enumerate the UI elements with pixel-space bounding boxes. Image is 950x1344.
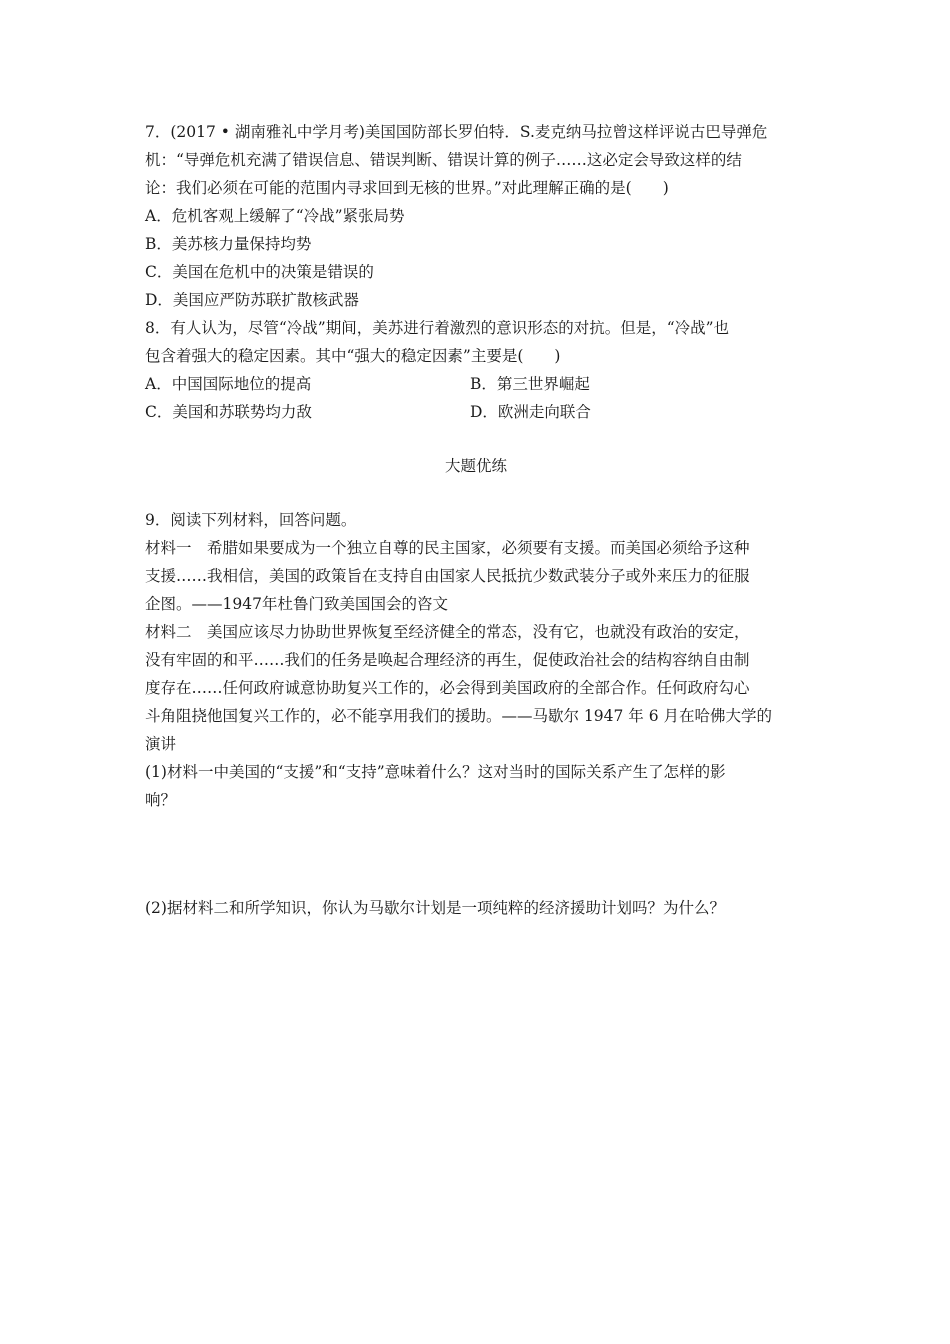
q8-option-c: C．美国和苏联势均力敌 [145, 403, 312, 421]
q8-options-row-2 [145, 398, 807, 426]
q9-material2-line-1: 材料二 美国应该尽力协助世界恢复至经济健全的常态，没有它，也就没有政治的安定， [145, 623, 750, 641]
q7-stem-line-1: 7．(2017 • 湖南雅礼中学月考)美国国防部长罗伯特．S.麦克纳马拉曾这样评说古巴导弹危 [145, 123, 768, 141]
q8-options-row-1 [145, 370, 807, 398]
q7-option-d: D．美国应严防苏联扩散核武器 [145, 291, 359, 309]
q9-material2-line-2: 没有牢固的和平……我们的任务是唤起合理经济的再生，促使政治社会的结构容纳自由制 [145, 651, 750, 669]
q8-option-a: A．中国国际地位的提高 [145, 375, 312, 393]
q9-material2-line-3: 度存在……任何政府诚意协助复兴工作的，必会得到美国政府的全部合作。任何政府勾心 [145, 679, 750, 697]
q8-option-d: D．欧洲走向联合 [470, 403, 591, 421]
q9-material1-line-1: 材料一 希腊如果要成为一个独立自尊的民主国家，必须要有支援。而美国必须给予这种 [145, 539, 750, 557]
q9-material2-line-5: 演讲 [145, 735, 177, 753]
q7-option-a: A．危机客观上缓解了“冷战”紧张局势 [145, 207, 405, 225]
section-title: 大题优练 [444, 457, 507, 475]
question-9 [145, 506, 807, 922]
q9-material1-line-3: 企图。——1947年杜鲁门致美国国会的咨文 [145, 595, 448, 613]
q7-stem-line-2: 机：“导弹危机充满了错误信息、错误判断、错误计算的例子……这必定会导致这样的结 [145, 151, 742, 169]
q7-stem-line-3: 论：我们必须在可能的范围内寻求回到无核的世界。”对此理解正确的是( ) [145, 179, 669, 197]
exam-page [145, 118, 807, 922]
q7-option-b: B．美苏核力量保持均势 [145, 235, 312, 253]
q8-stem-line-2: 包含着强大的稳定因素。其中“强大的稳定因素”主要是( ) [145, 347, 561, 365]
q9-material-1 [145, 534, 807, 618]
q9-material2-line-4: 斗角阻挠他国复兴工作的，必不能享用我们的援助。——马歇尔 1947 年 6 月在哈佛大学的 [145, 707, 773, 725]
q7-option-c: C．美国在危机中的决策是错误的 [145, 263, 374, 281]
q9-sub1-line-1: (1)材料一中美国的“支援”和“支持”意味着什么？这对当时的国际关系产生了怎样的影 [145, 763, 726, 781]
question-7 [145, 118, 807, 314]
q9-subquestion-2: (2)据材料二和所学知识，你认为马歇尔计划是一项纯粹的经济援助计划吗？为什么？ [145, 899, 725, 917]
q9-material1-line-2: 支援……我相信，美国的政策旨在支持自由国家人民抵抗少数武装分子或外来压力的征服 [145, 567, 750, 585]
q9-subquestion-1 [145, 758, 807, 814]
q8-option-b: B．第三世界崛起 [470, 375, 590, 393]
q8-stem-line-1: 8．有人认为，尽管“冷战”期间，美苏进行着激烈的意识形态的对抗。但是，“冷战”也 [145, 319, 730, 337]
q9-sub1-line-2: 响？ [145, 791, 177, 809]
q9-intro: 9．阅读下列材料，回答问题。 [145, 511, 357, 529]
q9-material-2 [145, 618, 807, 758]
question-8 [145, 314, 807, 426]
answer-space-1 [145, 814, 807, 894]
